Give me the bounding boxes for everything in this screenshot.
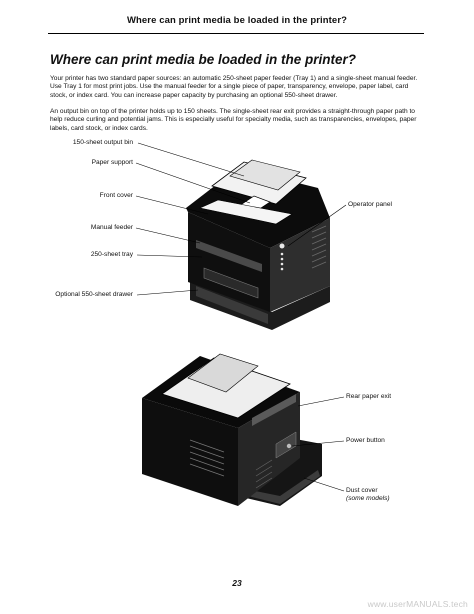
callout-rear-paper-exit: Rear paper exit xyxy=(346,393,392,400)
callout-dust-cover-note xyxy=(346,495,390,503)
callout-operator-panel: Operator panel xyxy=(348,201,392,208)
dust-cover-note-text: (some models) xyxy=(346,495,390,502)
callout-output-bin: 150-sheet output bin xyxy=(72,139,133,146)
callout-manual-feeder: Manual feeder xyxy=(90,224,133,231)
running-header: Where can print media be loaded in the printer? xyxy=(126,15,348,26)
callout-optional-drawer: Optional 550-sheet drawer xyxy=(55,291,133,298)
page-number: 23 xyxy=(232,578,242,588)
callout-power-button: Power button xyxy=(346,437,385,444)
callout-250-sheet-tray: 250-sheet tray xyxy=(90,251,133,258)
callout-dust-cover xyxy=(346,487,390,503)
section-heading: Where can print media be loaded in the printer? xyxy=(50,52,357,67)
printer-rear-view xyxy=(142,354,322,506)
printer-front-view xyxy=(186,160,330,330)
output-bin-paragraph: An output bin on top of the printer holds up to 150 sheets. The single-sheet rear exit provides a straight-through paper path to help reduce curling and potential jams. This is especially useful for specialty media, such as transparencies, envelopes, paper labels, card stock, or index cards. xyxy=(50,108,417,132)
callout-paper-support: Paper support xyxy=(91,159,133,166)
callout-front-cover: Front cover xyxy=(99,192,133,199)
site-watermark: www.userMANUALS.tech xyxy=(367,599,468,609)
intro-paragraph: Your printer has two standard paper sources: an automatic 250-sheet paper feeder (Tray 1) and a single-sheet manual feeder. Use Tray 1 for most print jobs. Use the manual feeder for a single piece of paper, transparency, envelope, paper label, card stock, or index card. You can increase paper capacity by purchasing an optional 550-sheet drawer. xyxy=(50,75,418,99)
callout-dust-cover-label: Dust cover xyxy=(346,487,378,494)
